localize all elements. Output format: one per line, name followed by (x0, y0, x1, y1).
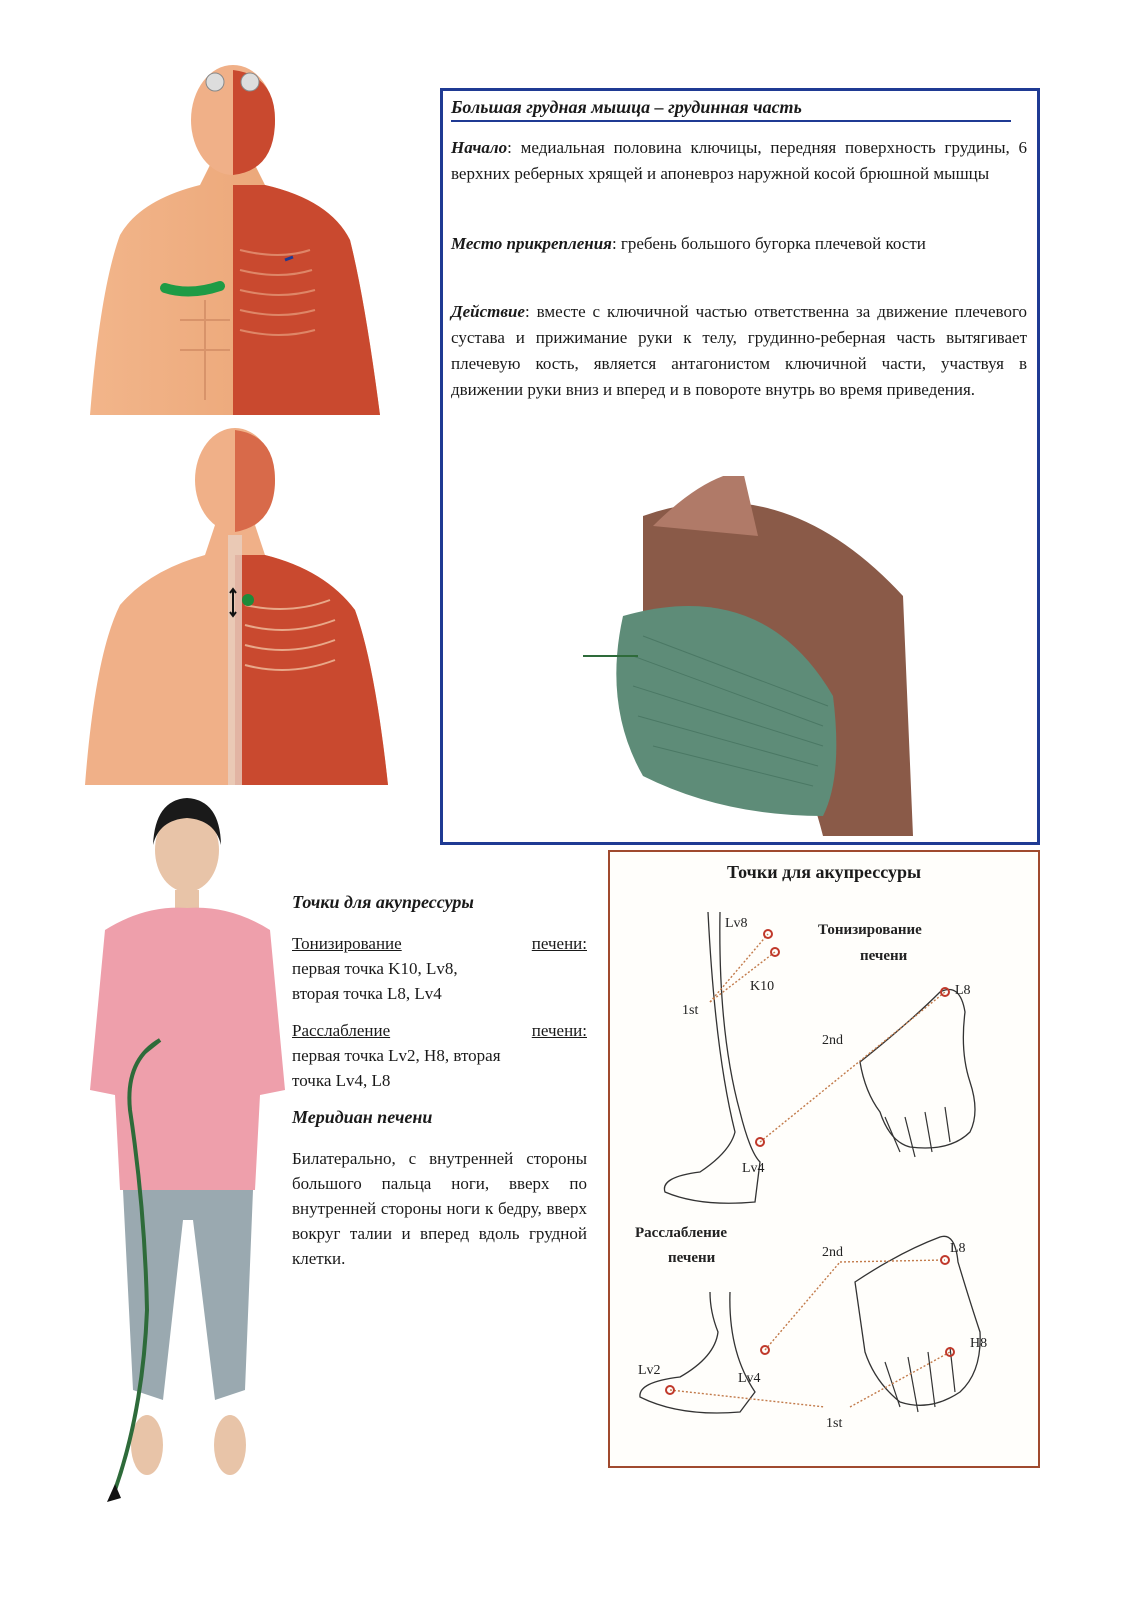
pectoralis-muscle-illustration (583, 476, 913, 836)
label-2nd-bottom: 2nd (822, 1245, 843, 1260)
sedate-subheading (292, 1018, 587, 1043)
diagram-title: Точки для акупрессуры (726, 862, 922, 882)
back-anatomy-figure (80, 425, 390, 785)
origin-text: : медиальная половина ключицы, передняя поверхность грудины, 6 верхних реберных хрящей и апоневроз наружной косой брюшной мышцы (451, 138, 1027, 183)
origin-paragraph (451, 135, 1027, 187)
label-lv4-top: Lv4 (742, 1161, 765, 1176)
acupressure-text (292, 890, 587, 1271)
front-anatomy-figure (80, 60, 385, 415)
label-1st-bottom: 1st (826, 1416, 843, 1431)
tonify-subheading (292, 931, 587, 956)
label-lv2: Lv2 (638, 1363, 661, 1378)
tonify-line-2: вторая точка L8, Lv4 (292, 984, 442, 1003)
meridian-text: Билатерально, с внутренней стороны большого пальца ноги, вверх по внутренней стороны ноги к бедру, вверх вокруг талии и вперед вдоль грудной клетки. (292, 1149, 587, 1268)
diagram-tonify-line-1: Тонизирование (818, 922, 922, 938)
liver-meridian-photo (85, 790, 290, 1510)
insertion-text: : гребень большого бугорка плечевой кости (611, 234, 926, 253)
insertion-label: Место прикрепления (451, 234, 612, 253)
label-k10: K10 (750, 979, 775, 994)
tonify-word-2: печени: (531, 934, 587, 953)
muscle-title: Большая грудная мышца – грудинная часть (451, 97, 1011, 122)
muscle-info-box (440, 88, 1040, 845)
sedate-word-2: печени: (531, 1021, 587, 1040)
label-lv8: Lv8 (725, 916, 748, 931)
action-paragraph (451, 299, 1027, 403)
action-text: : вместе с ключичной частью ответственна за движение плечевого сустава и прижимание руки к телу, грудинно-реберная часть вытягивает плечевую кость, является антагонистом ключичной части, участвуя в движении руки вниз и вперед и в повороте внутрь во время приведения. (451, 302, 1027, 399)
acupressure-diagram (608, 850, 1040, 1468)
origin-label: Начало (451, 138, 508, 157)
acupressure-heading: Точки для акупрессуры (292, 892, 474, 912)
sedate-word-1: Расслабление (292, 1021, 391, 1040)
diagram-sedate-line-2: печени (668, 1250, 716, 1266)
sedate-line-1: первая точка Lv2, H8, вторая (292, 1046, 501, 1065)
label-2nd-top: 2nd (822, 1033, 843, 1048)
action-label: Действие (451, 302, 525, 321)
sedate-block (292, 1018, 587, 1093)
acupressure-drawing (610, 852, 1042, 1470)
tonify-word-1: Тонизирование (292, 934, 402, 953)
label-lv4-bottom: Lv4 (738, 1371, 761, 1386)
diagram-tonify-line-2: печени (860, 948, 908, 964)
meridian-heading: Меридиан печени (292, 1107, 433, 1127)
label-l8-bottom: L8 (950, 1241, 966, 1256)
tonify-line-1: первая точка K10, Lv8, (292, 959, 458, 978)
tonify-block (292, 931, 587, 1006)
label-1st-top: 1st (682, 1003, 699, 1018)
label-h8: H8 (970, 1336, 988, 1351)
diagram-sedate-line-1: Расслабление (635, 1225, 728, 1241)
label-l8-top: L8 (955, 983, 971, 998)
sedate-line-2: точка Lv4, L8 (292, 1071, 391, 1090)
insertion-paragraph (451, 231, 1027, 257)
